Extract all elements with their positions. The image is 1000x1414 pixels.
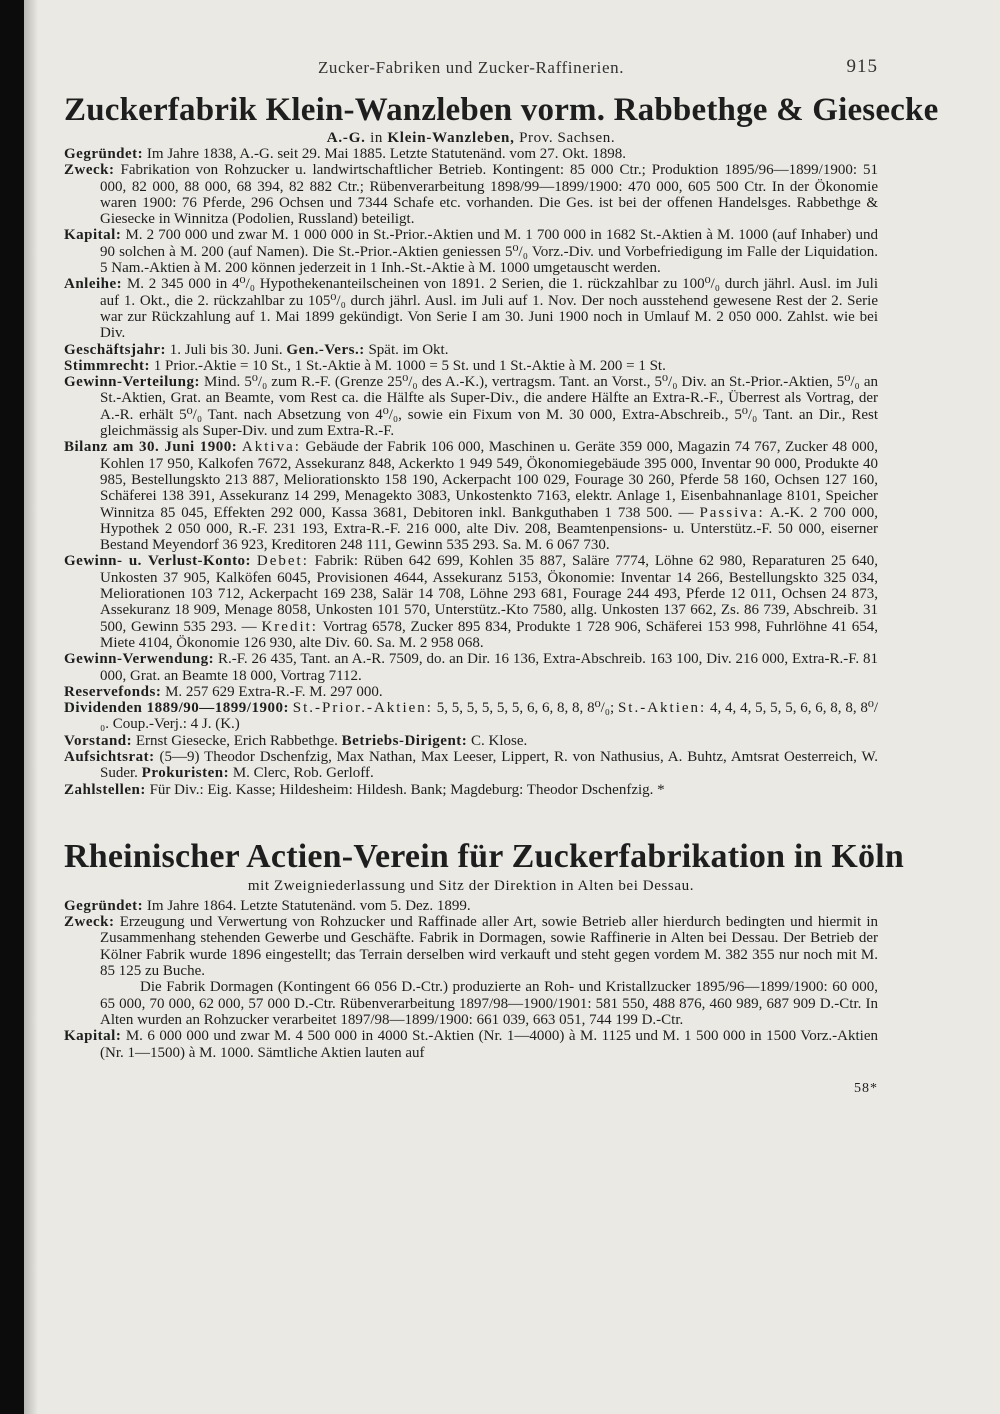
company-subtitle [64,130,878,146]
entry-label-gen-vers: Gen.-Vers.: [286,341,365,358]
entry-label: Reservefonds: [64,683,162,700]
entry-text: Mind. 5⁰/₀ zum R.-F. (Grenze 25⁰/₀ des A.-K.), vertragsm. Tant. an Vorst., 5⁰/₀ Div. an St.-Prior.-Aktien, 5⁰/₀ an St.-Aktien, Grat. an Beamte, vom Rest ca. die Hälfte als Super-Div., die andere Hälfte an Extra-R.-F., Überrest als Vortrag, der A.-R. erhält 5⁰/₀ Tant. nach Absetzung von 4⁰/₀, sowie ein Fixum von M. 30 000, Extra-Abschreib., 5⁰/₀ Tant. an Dir., Rest gleichmässig als Super-Div. und zum Extra-R.-F. [100,374,878,440]
entry-stimmrecht [64,358,878,374]
aktiva-text: Gebäude der Fabrik 106 000, Maschinen u. Geräte 359 000, Magazin 74 767, Zucker 48 000, Kohlen 17 950, Kalkofen 7672, Assekuranz 848, Ackerkto 1 949 549, Ökonomiegebäude 395 000, Inventar 90 000, Produkte 40 985, Bestellungskto 213 887, Meliorationskto 158 190, Ackerpacht 100 029, Fourage 30 260, Pferde 58 160, Ochsen 127 160, Schäferei 138 391, Assekuranz 14 299, Menagekto 3083, Unkostenkto 7163, elektr. Anlage 1, Eisenbahnanlage 8101, Speicher Winnitza 85 045, Effekten 292 000, Kassa 3681, Debitoren inkl. Bankguthaben 1 738 500. — [100,439,879,521]
entry-label: Dividenden 1889/90—1899/1900: [64,700,289,717]
company-entry-klein-wanzleben [64,90,939,798]
entry-label: Vorstand: [64,732,133,749]
entry-label: Gegründet: [64,897,144,914]
scan-shadow [24,0,38,1414]
entry-label: Gegründet: [64,146,144,162]
entry-text: Ernst Giesecke, Erich Rabbethge. [135,732,338,749]
passiva-label: Passiva: [699,504,765,521]
section-gap [64,798,878,834]
kredit-text: Vortrag 6578, Zucker 895 834, Produkte 1 728 906, Schäferei 153 998, Fuhrlöhne 41 654, Miete 4104, Ökonomie 126 930, alte Div. 60. Sa. M. 2 958 068. [100,618,878,651]
debet-text: Fabrik: Rüben 642 699, Kohlen 35 887, Saläre 7774, Löhne 62 980, Reparaturen 25 640, Unkosten 37 905, Kalköfen 6045, Provisionen 4644, Assekuranz 5153, Ökonomie: Inventar 14 266, Bestellungskto 325 034, Meliorationen 103 712, Ackerpacht 169 238, Salär 14 708, Löhne 293 681, Fourage 244 493, Pferde 12 011, Ochsen 24 873, Assekuranz 18 909, Menage 8058, Unkosten 101 570, Unterstütz.-Kto 7580, allg. Unkosten 137 662, Zs. 86 739, Abschreib. 31 500, Gewinn 535 293. — [100,553,879,635]
company-sub-in: in [370,130,383,146]
entry-text-betriebs-dirigent: C. Klose. [471,732,528,749]
entry-vorstand [64,733,878,749]
entry-label: Bilanz am 30. Juni 1900: [64,439,238,456]
entry-label: Kapital: [64,227,122,244]
entry-label: Zweck: [64,914,115,931]
debet-label: Debet: [256,553,309,570]
kredit-label: Kredit: [261,618,318,635]
entry-text: Im Jahre 1864. Letzte Statutenänd. vom 5. Dez. 1899. [146,897,471,914]
entry-bilanz [64,439,878,553]
entry-label-prokuristen: Prokuristen: [141,765,230,782]
company-province: Prov. Sachsen. [519,130,616,146]
entry-kapital [64,227,878,276]
entry-label: Gewinn-Verteilung: [64,374,200,391]
company-legal-form: A.-G. [326,130,366,146]
entry-text: (5—9) Theodor Dschenfzig, Max Nathan, Max Leeser, Lippert, R. von Nathusius, A. Buhtz, Amtsrat Oesterreich, W. Suder. [100,748,878,782]
entry-geschaeftsjahr [64,342,878,358]
company-entry-rheinischer-actien-verein [64,836,904,1096]
entry-text-gen-vers: Spät. im Okt. [368,341,449,358]
entry-text: Für Div.: Eig. Kasse; Hildesheim: Hildesh. Bank; Magdeburg: Theodor Dschenfzig. * [149,781,665,798]
entry-text: M. 2 700 000 und zwar M. 1 000 000 in St.-Prior.-Aktien und M. 1 700 000 in 1682 St.-Aktien à M. 1000 (auf Inhaber) und 90 solchen à M. 200 (auf Namen). Die St.-Prior.-Aktien geniessen 5⁰/₀ Vorz.-Div. und Vorbefriedigung im Falle der Liquidation. 5 Nam.-Aktien à M. 200 können jederzeit in 1 Inh.-St.-Aktie à M. 1000 umgetauscht werden. [100,227,879,277]
company-place: Klein-Wanzleben, [387,130,515,146]
entry-aufsichtsrat [64,749,878,782]
entry-dividenden [64,700,878,733]
passiva-text: A.-K. 2 700 000, Hypothek 2 050 000, R.-F. 231 193, Extra-R.-F. 216 000, alte Div. 208, Beamtenpensions- u. Unterstütz.-F. 50 000, eiserner Bestand Meyendorf 36 923, Kreditoren 248 111, Gewinn 535 293. Sa. M. 6 067 730. [100,504,878,554]
entry-gegruendet [64,146,878,162]
entry-zahlstellen [64,782,878,798]
dividenden-st-label: St.-Aktien: [617,700,707,717]
entry-label: Gewinn-Verwendung: [64,651,215,668]
entry-text: M. 257 629 Extra-R.-F. M. 297 000. [165,683,383,700]
page-number: 915 [846,56,878,77]
entry-text: 1 Prior.-Aktie = 10 St., 1 St.-Aktie à M. 1000 = 5 St. und 1 St.-Aktie à M. 200 = 1 St. [153,357,666,374]
entry-text: Erzeugung und Verwertung von Rohzucker und Raffinade aller Art, sowie Betrieb aller hierdurch bedingten und hiermit in Zusammenhang stehenden Gewerbe und Geschäfte. Fabrik in Dormagen, sowie Raffinerie in Alten bei Dessau. Der Betrieb der Kölner Fabrik wurde 1896 eingestellt; das Terrain derselben wird verkauft und steht gegen vordem M. 382 355 nur noch mit M. 85 125 zu Buche. [100,914,879,980]
company-title: Rheinischer Actien-Verein für Zuckerfabrikation in Köln [64,837,904,875]
entry-label: Aufsichtsrat: [64,748,155,765]
entry-text: Im Jahre 1838, A.-G. seit 29. Mai 1885. Letzte Statutenänd. vom 27. Okt. 1898. [146,146,627,162]
entry-label: Stimmrecht: [64,357,151,374]
entry-reservefonds [64,684,878,700]
entry-gv-konto [64,553,878,651]
company-title: Zuckerfabrik Klein-Wanzleben vorm. Rabbethge & Giesecke [64,92,939,128]
entry-gewinn-verteilung [64,374,878,439]
entry-anleihe [64,276,878,341]
entry-label: Zahlstellen: [64,781,146,798]
document-page [64,56,939,1096]
dividenden-prior-label: St.-Prior.-Aktien: [292,700,433,717]
entry-text-paragraph-2: Die Fabrik Dormagen (Kontingent 66 056 D.-Ctr.) produzierte an Roh- und Kristallzucker 1895/96—1899/1900: 60 000, 65 000, 70 000, 62 000, 57 000 D.-Ctr. Rübenverarbeitung 1897/98—1900/1901: 581 550, 488 876, 460 989, 687 909 D.-Ctr. In Alten wurden an Rohzucker verarbeitet 1897/98—1899/1900: 661 039, 663 051, 744 199 D.-Ctr. [100,979,878,1028]
entry-label: Gewinn- u. Verlust-Konto: [64,553,252,570]
entry-label: Kapital: [64,1028,122,1045]
entry-text: M. 6 000 000 und zwar M. 4 500 000 in 4000 St.-Aktien (Nr. 1—4000) à M. 1125 und M. 1 500 000 in 1500 Vorz.-Aktien (Nr. 1—1500) à M. 1000. Sämtliche Aktien lauten auf [100,1028,878,1061]
entry-zweck [64,914,878,1028]
scan-binding-edge [0,0,24,1414]
entry-text: M. 2 345 000 in 4⁰/₀ Hypothekenanteilscheinen von 1891. 2 Serien, die 1. rückzahlbar zu 100⁰/₀ durch jährl. Ausl. im Juli auf 1. Okt., die 2. rückzahlbar zu 105⁰/₀ durch jährl. Ausl. im Juli auf 1. Nov. Der noch ausstehend gewesene Rest der 2. Serie war zur Rückzahlung auf 1. Mai 1899 gekündigt. Von Serie I am 30. Juni 1900 noch in Umlauf M. 2 050 000. Zahlst. wie bei Div. [100,276,879,342]
entry-kapital [64,1028,878,1061]
entry-text: R.-F. 26 435, Tant. an A.-R. 7509, do. an Dir. 16 136, Extra-Abschreib. 163 100, Div. 216 000, Extra-R.-F. 81 000, Grat. an Beamte 18 000, Vortrag 7112. [100,651,878,684]
entry-label: Geschäftsjahr: [64,341,166,358]
dividenden-prior-values: 5, 5, 5, 5, 5, 5, 6, 6, 8, 8, 8⁰/₀; [436,700,615,717]
entry-text: Fabrikation von Rohzucker u. landwirtschaftlicher Betrieb. Kontingent: 85 000 Ctr.; Produktion 1895/96—1899/1900: 51 000, 82 000, 88 000, 68 394, 82 882 Ctr.; Rübenverarbeitung 1898/99—1899/1900: 470 000, 605 500 Ctr. In der Ökonomie waren 1900: 76 Pferde, 296 Ochsen und 7344 Schafe etc. vorhanden. Die Ges. ist bei der offenen Handelsges. Rabbethge & Giesecke in Winnitza (Podolien, Russland) beteiligt. [100,162,878,228]
company-subtitle: mit Zweigniederlassung und Sitz der Direktion in Alten bei Dessau. [247,877,695,894]
entry-label-betriebs-dirigent: Betriebs-Dirigent: [341,732,468,749]
signature-mark: 58* [854,1080,878,1096]
entry-zweck [64,162,878,227]
running-head-title: Zucker-Fabriken und Zucker-Raffinerien. [317,58,625,77]
dividenden-st-values: 4, 4, 4, 5, 5, 5, 6, 6, 8, 8, 8⁰/₀. Coup.-Verj.: 4 J. (K.) [100,700,879,733]
entry-text-prokuristen: M. Clerc, Rob. Gerloff. [232,765,374,782]
entry-gegruendet [64,898,878,914]
entry-text: 1. Juli bis 30. Juni. [169,341,283,358]
entry-label: Anleihe: [64,276,123,293]
entry-gewinn-verwendung [64,651,878,684]
entry-label: Zweck: [64,162,115,179]
aktiva-label: Aktiva: [241,439,301,456]
running-head [64,58,878,88]
